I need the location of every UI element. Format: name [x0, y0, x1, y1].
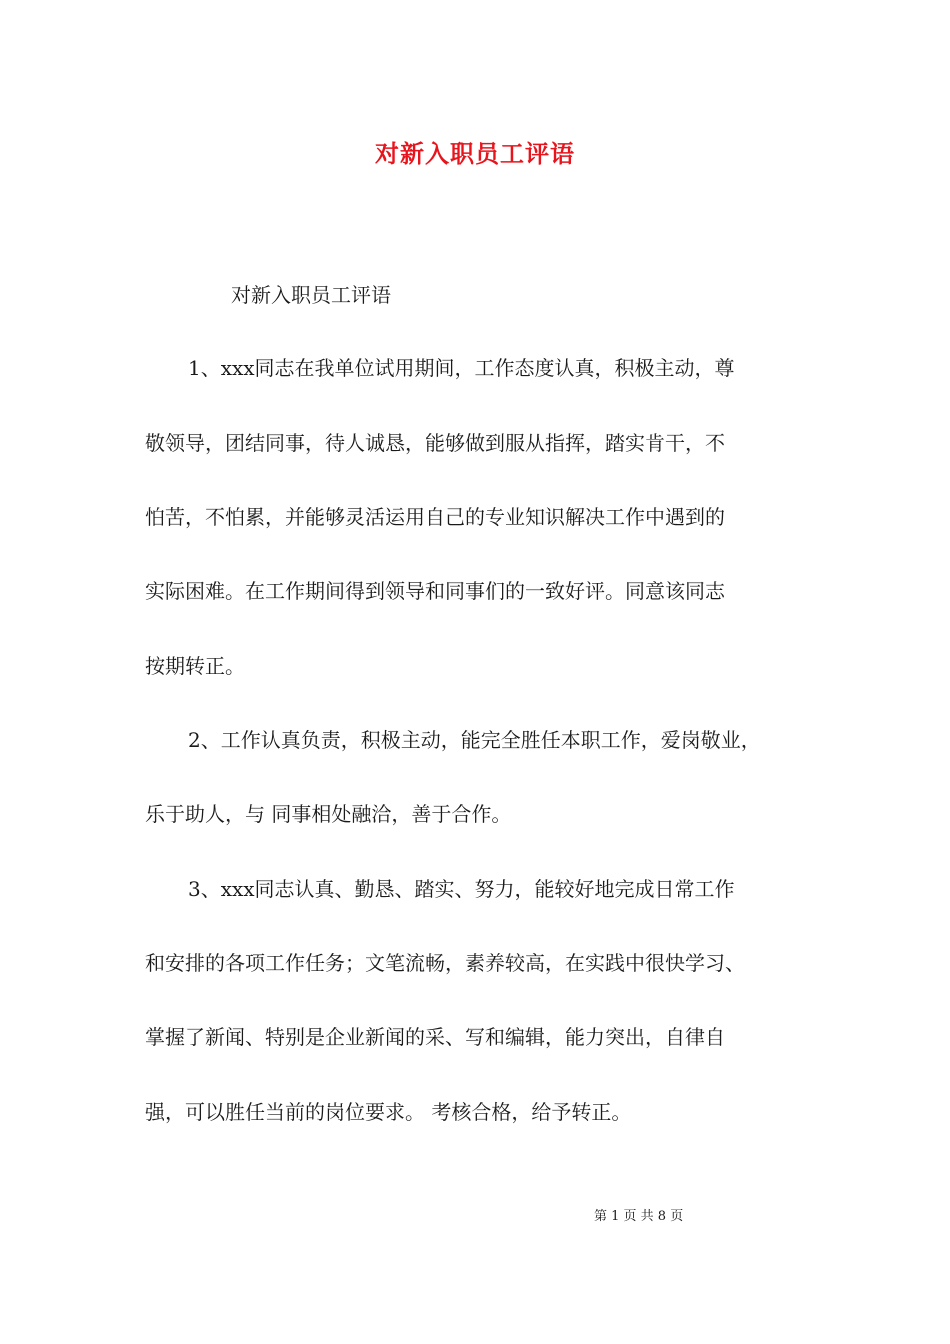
- paragraph-3-line-3: 掌握了新闻、特别是企业新闻的采、写和编辑，能力突出，自律自: [145, 1025, 725, 1049]
- paragraph-1-line-1: 1、xxx同志在我单位试用期间，工作态度认真，积极主动，尊: [188, 356, 735, 380]
- paragraph-3-line-2: 和安排的各项工作任务；文笔流畅，素养较高，在实践中很快学习、: [145, 951, 745, 975]
- paragraph-1-line-3: 怕苦，不怕累，并能够灵活运用自己的专业知识解决工作中遇到的: [145, 505, 725, 529]
- paragraph-2-line-1: 2、工作认真负责，积极主动，能完全胜任本职工作，爱岗敬业，: [188, 728, 761, 752]
- paragraph-3-line-4: 强，可以胜任当前的岗位要求。 考核合格，给予转正。: [145, 1100, 632, 1124]
- document-subtitle: 对新入职员工评语: [231, 283, 391, 307]
- page-number-footer: 第 1 页 共 8 页: [594, 1209, 684, 1224]
- paragraph-1-line-2: 敬领导，团结同事，待人诚恳，能够做到服从指挥，踏实肯干，不: [145, 431, 725, 455]
- paragraph-3-line-1: 3、xxx同志认真、勤恳、踏实、努力，能较好地完成日常工作: [188, 877, 735, 901]
- paragraph-1-line-4: 实际困难。在工作期间得到领导和同事们的一致好评。同意该同志: [145, 579, 725, 603]
- paragraph-2-line-2: 乐于助人，与 同事相处融洽，善于合作。: [145, 802, 512, 826]
- page-title: 对新入职员工评语: [375, 139, 575, 168]
- paragraph-1-line-5: 按期转正。: [145, 654, 245, 678]
